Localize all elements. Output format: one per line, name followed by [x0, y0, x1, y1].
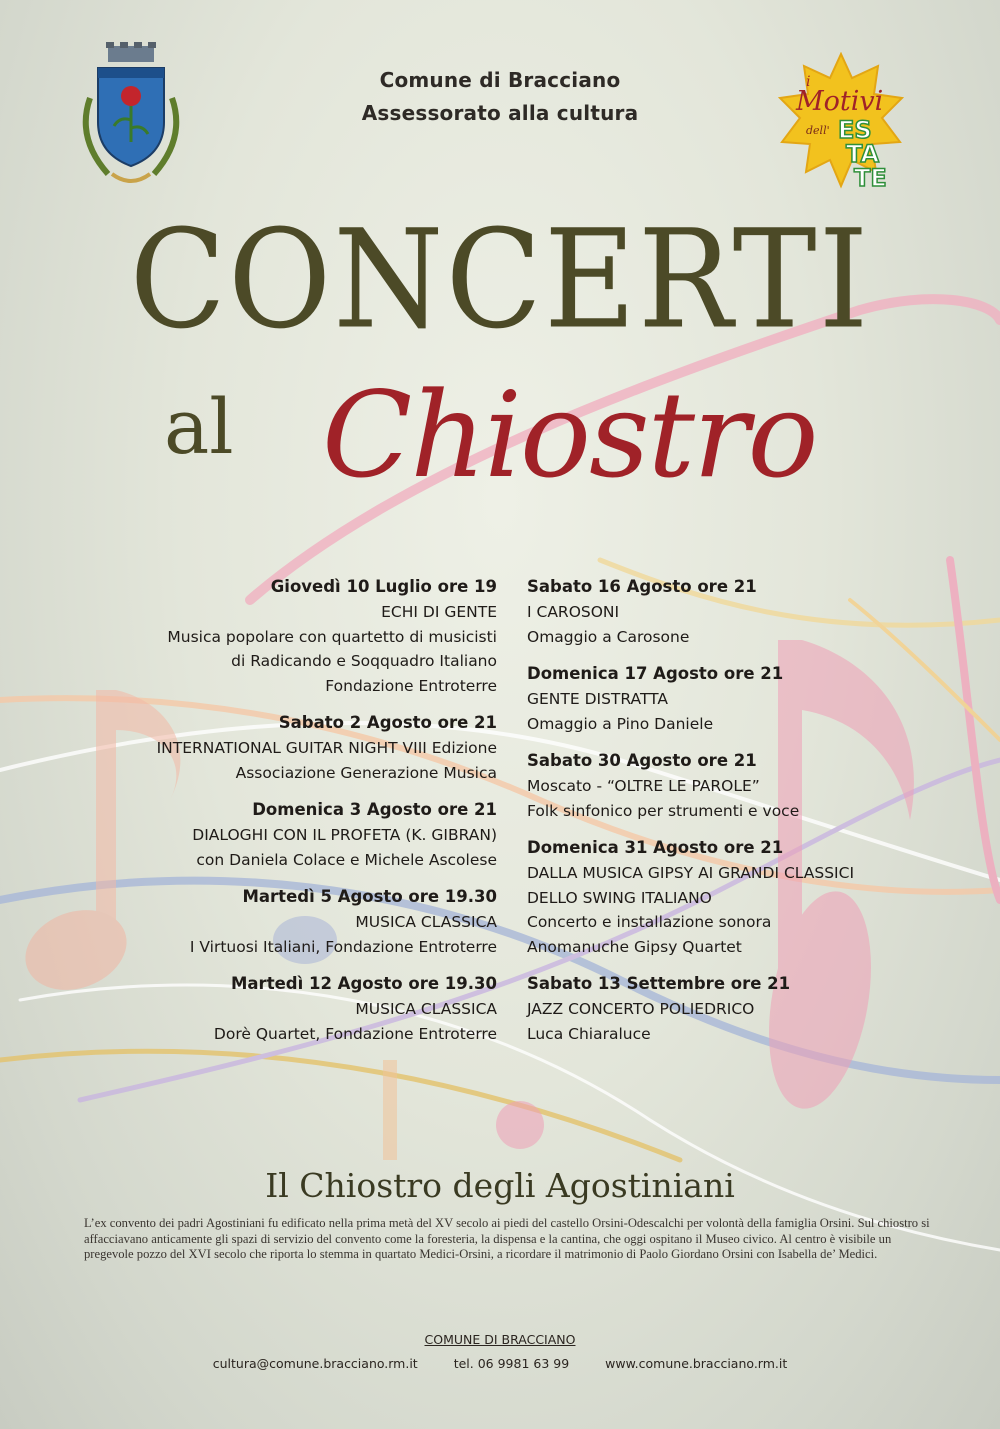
footer-website[interactable]: www.comune.bracciano.rm.it [605, 1356, 788, 1371]
badge-estate-2: TA [846, 140, 880, 168]
event-item [60, 971, 497, 1046]
department-name: Assessorato alla cultura [361, 101, 639, 125]
event-line: ECHI DI GENTE [381, 603, 497, 621]
section-title: Il Chiostro degli Agostiniani [265, 1166, 735, 1205]
event-item [527, 661, 947, 736]
badge-i: i [806, 74, 811, 90]
event-item [60, 574, 497, 698]
event-line: GENTE DISTRATTA [527, 690, 669, 708]
events-left-column [60, 574, 497, 1046]
event-date: Martedì 12 Agosto ore 19.30 [231, 974, 497, 993]
event-line: Associazione Generazione Musica [235, 763, 497, 782]
motivi-estate-badge-icon [778, 52, 904, 200]
organizer-header [250, 64, 750, 130]
event-item [60, 797, 497, 872]
event-line: Omaggio a Pino Daniele [527, 714, 714, 733]
footer-email[interactable]: cultura@comune.bracciano.rm.it [212, 1356, 418, 1371]
event-line: Fondazione Entroterre [325, 676, 497, 695]
event-line: Luca Chiaraluce [527, 1024, 651, 1043]
event-line: INTERNATIONAL GUITAR NIGHT VIII Edizione [156, 739, 497, 757]
event-line: Concerto e installazione sonora [527, 913, 772, 931]
events-right-column [527, 574, 947, 1046]
event-line: Anomanuche Gipsy Quartet [527, 937, 742, 956]
municipality-name: Comune di Bracciano [379, 68, 621, 92]
event-line: DALLA MUSICA GIPSY AI GRANDI CLASSICI [527, 864, 855, 882]
event-line: di Radicando e Soqquadro Italiano [231, 652, 497, 670]
event-line: DELLO SWING ITALIANO [527, 888, 712, 907]
badge-estate-3: TE [854, 164, 887, 192]
event-line: con Daniela Colace e Michele Ascolese [196, 850, 497, 869]
event-date: Sabato 30 Agosto ore 21 [527, 751, 757, 770]
event-line: Dorè Quartet, Fondazione Entroterre [213, 1024, 497, 1043]
bracciano-coat-of-arms-icon [68, 38, 194, 194]
event-line: MUSICA CLASSICA [355, 1000, 497, 1018]
event-item [60, 710, 497, 785]
event-date: Giovedì 10 Luglio ore 19 [270, 577, 497, 596]
event-line: MUSICA CLASSICA [355, 913, 497, 931]
main-title: CONCERTI [129, 200, 871, 359]
badge-estate-1: ES [838, 116, 872, 144]
event-item [527, 835, 947, 959]
title-al: al [164, 382, 234, 471]
footer-phone: tel. 06 9981 63 99 [453, 1356, 570, 1371]
event-date: Sabato 2 Agosto ore 21 [278, 713, 497, 732]
event-line: Musica popolare con quartetto di musicisti [167, 627, 497, 646]
event-item [527, 574, 947, 649]
event-date: Sabato 16 Agosto ore 21 [527, 577, 757, 596]
event-date: Domenica 17 Agosto ore 21 [527, 664, 784, 683]
history-paragraph: L’ex convento dei padri Agostiniani fu edificato nella prima metà del XV secolo ai piedi del castello Orsini-Odescalchi per volontà della famiglia Orsini. Sul chiostro si affacciavano anticamente gli spazi di servizio del convento come la foresteria, la dispensa e la cantina, che oggi ospitano il Museo civico. Al centro è visibile un pregevole pozzo del XVI secolo che riporta lo stemma in quartato Medici-Orsini, a ricordare il matrimonio di Paolo Giordano Orsini con Isabella de’ Medici. [84, 1216, 930, 1262]
badge-dell: dell' [806, 124, 830, 137]
event-item [60, 884, 497, 959]
event-item [527, 748, 947, 823]
badge-motivi: Motivi [796, 86, 884, 117]
event-date: Domenica 3 Agosto ore 21 [252, 800, 497, 819]
event-line: Folk sinfonico per strumenti e voce [527, 801, 800, 820]
event-line: Omaggio a Carosone [527, 627, 690, 646]
event-line: I CAROSONI [527, 603, 620, 621]
footer-title: COMUNE DI BRACCIANO [424, 1332, 576, 1347]
event-line: I Virtuosi Italiani, Fondazione Entroterre [189, 937, 497, 956]
event-date: Martedì 5 Agosto ore 19.30 [242, 887, 497, 906]
event-item [527, 971, 947, 1046]
event-line: JAZZ CONCERTO POLIEDRICO [527, 1000, 755, 1018]
event-line: Moscato - “OLTRE LE PAROLE” [527, 777, 760, 795]
title-script: Chiostro [322, 366, 817, 504]
event-date: Domenica 31 Agosto ore 21 [527, 838, 784, 857]
event-line: DIALOGHI CON IL PROFETA (K. GIBRAN) [192, 826, 497, 844]
event-date: Sabato 13 Settembre ore 21 [527, 974, 791, 993]
footer-contacts [0, 1356, 1000, 1372]
